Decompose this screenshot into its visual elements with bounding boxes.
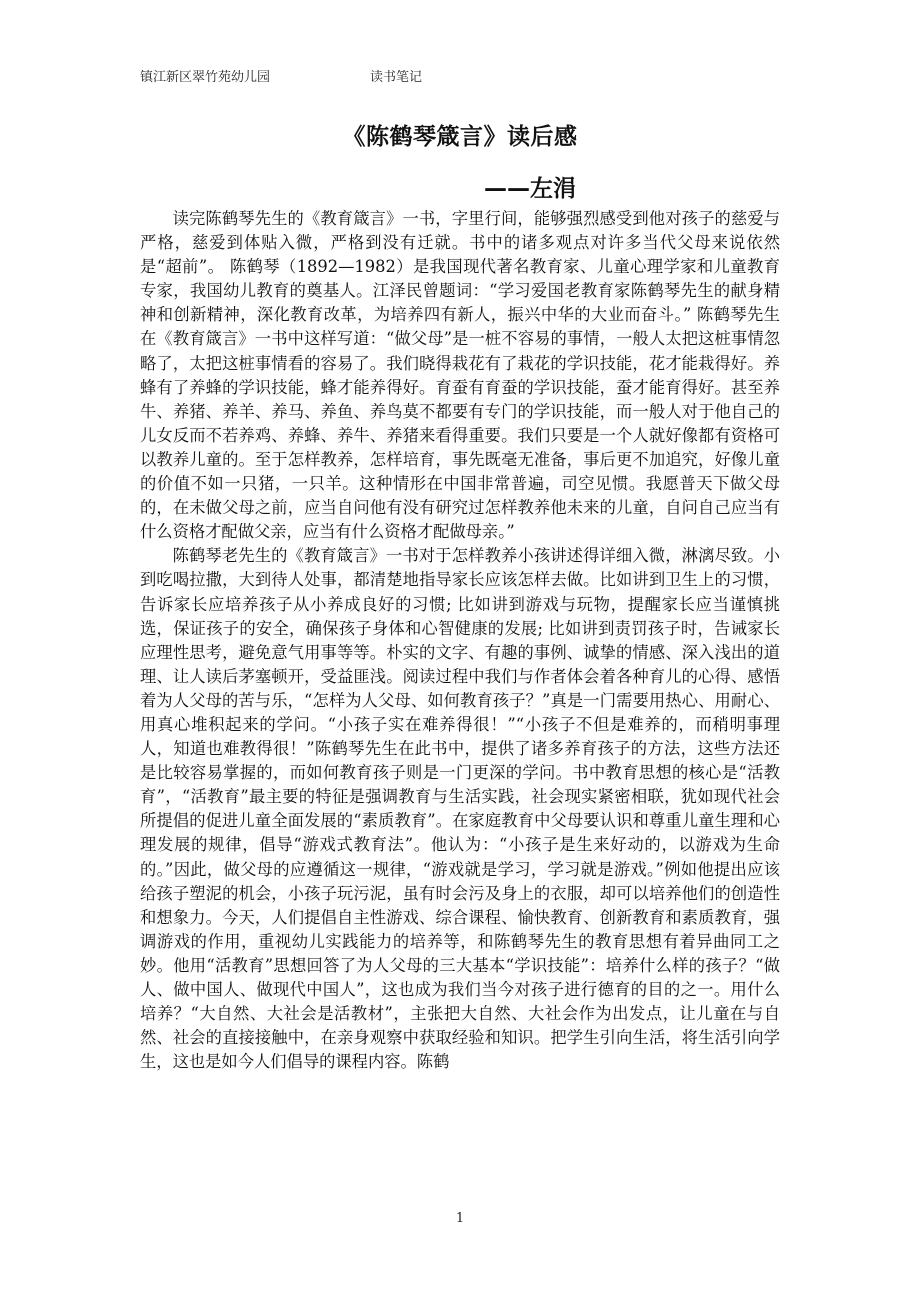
document-author: ——左涓: [484, 176, 576, 202]
document-body: [140, 207, 780, 1074]
body-paragraph-1: 读完陈鹤琴先生的《教育箴言》一书，字里行间，能够强烈感受到他对孩子的慈爱与严格，慈爱到体贴入微，严格到没有迁就。书中的诸多观点对许多当代父母来说依然是“超前”。 陈鹤琴（1892—1982）是我国现代著名教育家、儿童心理学家和儿童教育专家，我国幼儿教育的奠基人。江泽民曾题词：“学习爱国老教育家陈鹤琴先生的献身精神和创新精神，深化教育改革，为培养四有新人，振兴中华的大业而奋斗。” 陈鹤琴先生在《教育箴言》一书中这样写道：“做父母”是一桩不容易的事情，一般人太把这桩事情忽略了，太把这桩事情看的容易了。我们晓得栽花有了栽花的学识技能，花才能栽得好。养蜂有了养蜂的学识技能，蜂才能养得好。育蚕有育蚕的学识技能，蚕才能育得好。甚至养牛、养猪、养羊、养马、养鱼、养鸟莫不都要有专门的学识技能，而一般人对于他自己的儿女反而不若养鸡、养蜂、养牛、养猪来看得重要。我们只要是一个人就好像都有资格可以教养儿童的。至于怎样教养，怎样培育，事先既毫无准备，事后更不加追究，好像儿童的价值不如一只猪，一只羊。这种情形在中国非常普遍，司空见惯。我愿普天下做父母的，在未做父母之前，应当自问他有没有研究过怎样教养他未来的儿童，自问自己应当有什么资格才配做父亲，应当有什么资格才配做母亲。”: [140, 209, 780, 542]
document-title: 《陈鹤琴箴言》读后感: [342, 124, 578, 150]
header-category: 读书笔记: [370, 70, 423, 85]
header-organization: 镇江新区翠竹苑幼儿园: [140, 70, 271, 85]
page-number: 1: [455, 1211, 465, 1226]
body-paragraph-2: 陈鹤琴老先生的《教育箴言》一书对于怎样教养小孩讲述得详细入微，淋漓尽致。小到吃喝拉撒，大到待人处事，都清楚地指导家长应该怎样去做。比如讲到卫生上的习惯，告诉家长应培养孩子从小养成良好的习惯; 比如讲到游戏与玩物，提醒家长应当谨慎挑选，保证孩子的安全，确保孩子身体和心智健康的发展; 比如讲到责罚孩子时，告诫家长应理性思考，避免意气用事等等。朴实的文字、有趣的事例、诚挚的情感、深入浅出的道理、让人读后茅塞顿开，受益匪浅。阅读过程中我们与作者体会着各种育儿的心得、感悟着为人父母的苦与乐，“怎样为人父母、如何教育孩子？”真是一门需要用热心、用耐心、用真心堆积起来的学问。“小孩子实在难养得很！”“小孩子不但是难养的，而稍明事理人，知道也难教得很！”陈鹤琴先生在此书中，提供了诸多养育孩子的方法，这些方法还是比较容易掌握的，而如何教育孩子则是一门更深的学问。书中教育思想的核心是“活教育”，“活教育”最主要的特征是强调教育与生活实践，社会现实紧密相联，犹如现代社会所提倡的促进儿童全面发展的“素质教育”。在家庭教育中父母要认识和尊重儿童生理和心理发展的规律，倡导“游戏式教育法”。他认为：“小孩子是生来好动的，以游戏为生命的。”因此，做父母的应遵循这一规律，“游戏就是学习，学习就是游戏。”例如他提出应该给孩子塑泥的机会，小孩子玩污泥，虽有时会污及身上的衣服，却可以培养他们的创造性和想象力。今天，人们提倡自主性游戏、综合课程、愉快教育、创新教育和素质教育，强调游戏的作用，重视幼儿实践能力的培养等，和陈鹤琴先生的教育思想有着异曲同工之妙。他用“活教育”思想回答了为人父母的三大基本“学识技能”：培养什么样的孩子？“做人、做中国人、做现代中国人”，这也成为我们当今对孩子进行德育的目的之一。用什么培养？“大自然、大社会是活教材”，主张把大自然、大社会作为出发点，让儿童在与自然、社会的直接接触中，在亲身观察中获取经验和知识。把学生引向生活，将生活引向学生，这也是如今人们倡导的课程内容。陈鹤: [140, 546, 780, 1072]
